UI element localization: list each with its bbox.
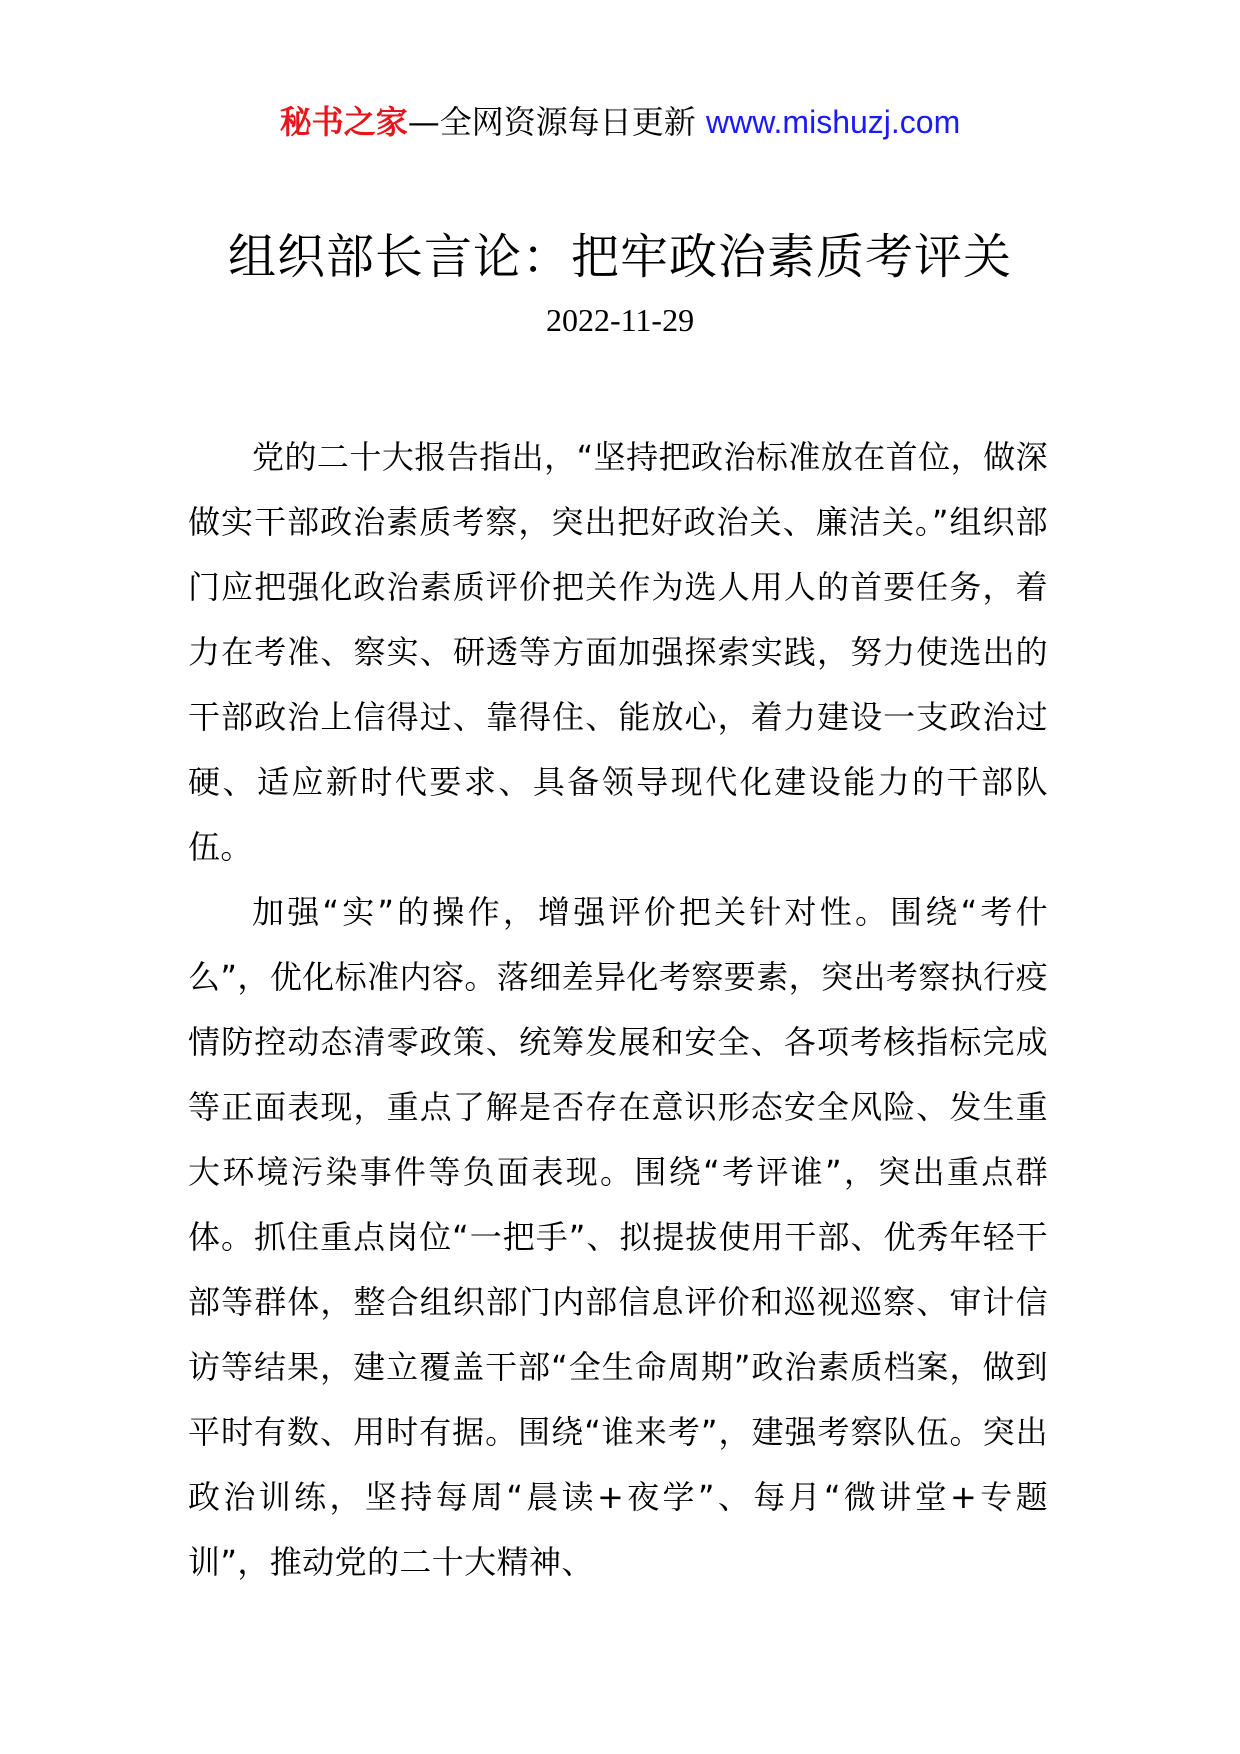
article-body xyxy=(188,425,1048,1595)
site-header xyxy=(0,100,1240,144)
site-brand: 秘书之家 xyxy=(279,103,408,141)
article-paragraph: 党的二十大报告指出，“坚持把政治标准放在首位，做深做实干部政治素质考察，突出把好政治关、廉洁关。”组织部门应把强化政治素质评价把关作为选人用人的首要任务，着力在考准、察实、研透等方面加强探索实践，努力使选出的干部政治上信得过、靠得住、能放心，着力建设一支政治过硬、适应新时代要求、具备领导现代化建设能力的干部队伍。 xyxy=(188,438,1048,866)
article-date: 2022-11-29 xyxy=(545,302,695,338)
article-paragraph: 加强“实”的操作，增强评价把关针对性。围绕“考什么”，优化标准内容。落细差异化考察要素，突出考察执行疫情防控动态清零政策、统筹发展和安全、各项考核指标完成等正面表现，重点了解是否存在意识形态安全风险、发生重大环境污染事件等负面表现。围绕“考评谁”，突出重点群体。抓住重点岗位“一把手”、拟提拔使用干部、优秀年轻干部等群体，整合组织部门内部信息评价和巡视巡察、审计信访等结果，建立覆盖干部“全生命周期”政治素质档案，做到平时有数、用时有据。围绕“谁来考”，建强考察队伍。突出政治训练，坚持每周“晨读+夜学”、每月“微讲堂+专题训”，推动党的二十大精神、 xyxy=(188,893,1048,1581)
site-url-link[interactable]: www.mishuzj.com xyxy=(705,104,961,140)
site-slogan: —全网资源每日更新 xyxy=(407,103,706,141)
article-title: 组织部长言论：把牢政治素质考评关 xyxy=(227,229,1012,285)
